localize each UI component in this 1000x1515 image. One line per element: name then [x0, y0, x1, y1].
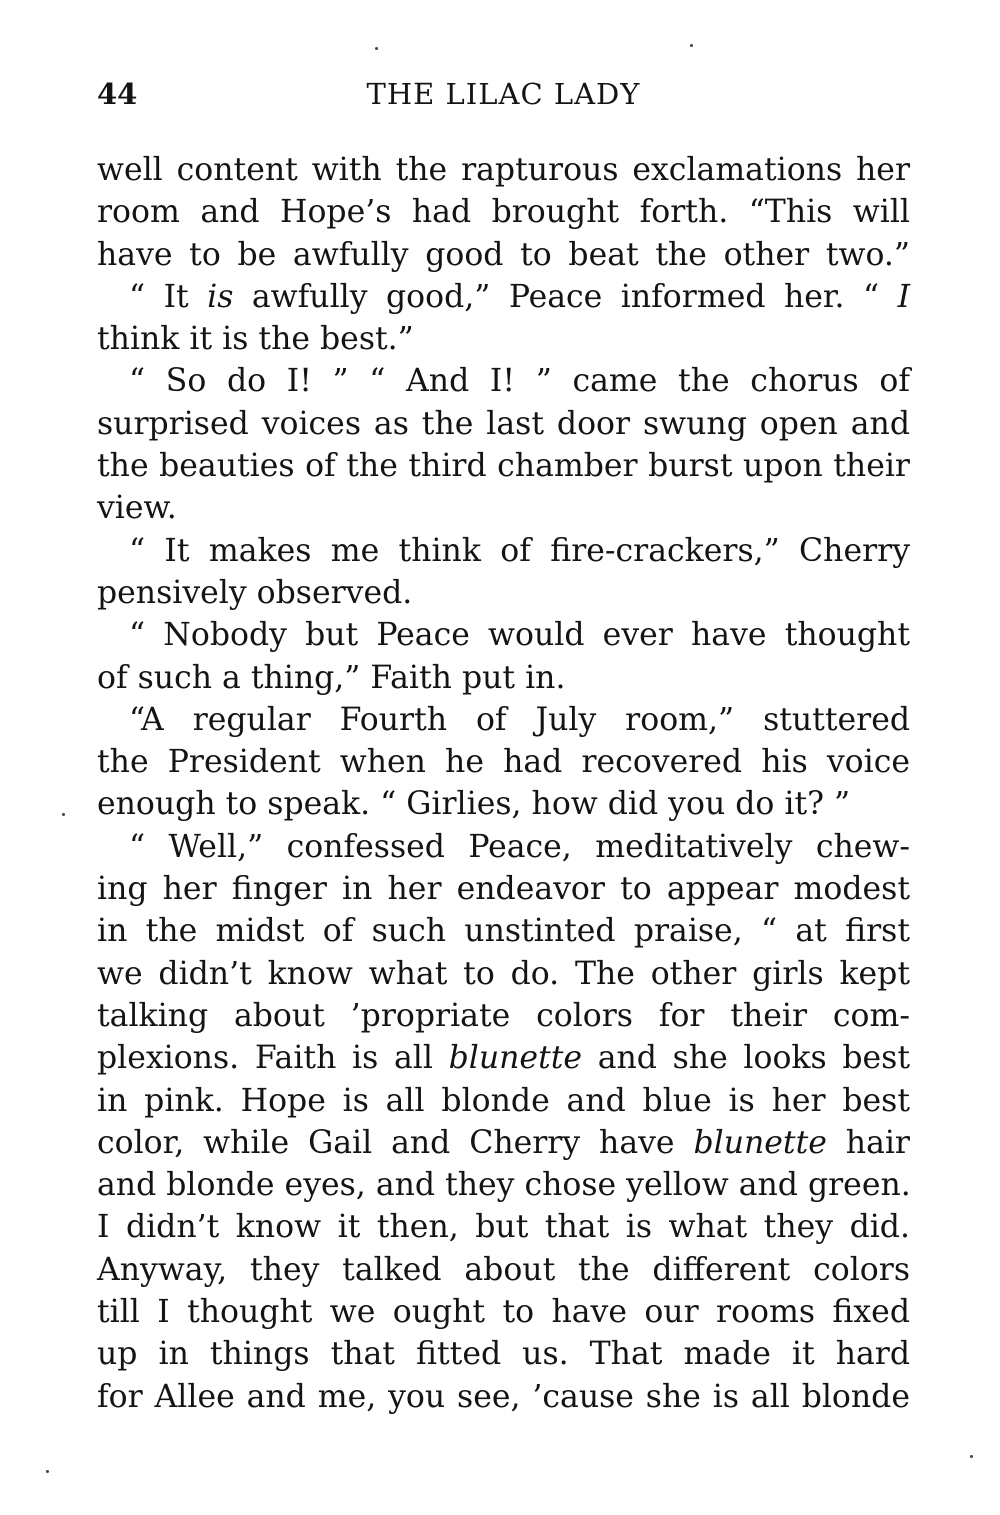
- text-line: and blonde eyes, and they chose yellow and green.: [97, 1167, 911, 1204]
- text-segment: and she looks best: [582, 1040, 911, 1077]
- text-line: well content with the rapturous exclamations her: [97, 152, 910, 188]
- page-header: [97, 74, 910, 114]
- text-line: [97, 276, 910, 318]
- text-line: room and Hope’s had brought forth. “This will: [97, 194, 910, 231]
- print-speck: [62, 813, 65, 816]
- text-line: “ It makes me think of fire-crackers,” Cherry: [129, 532, 910, 569]
- text-line: “A regular Fourth of July room,” stuttered: [129, 701, 910, 738]
- text-line: for Allee and me, you see, ’cause she is all blonde: [97, 1378, 910, 1415]
- text-line: of such a thing,” Faith put in.: [97, 659, 566, 696]
- italic-text: is: [207, 278, 234, 315]
- print-speck: [690, 44, 693, 47]
- text-line: “ So do I! ” “ And I! ” came the chorus of: [129, 363, 910, 400]
- text-line: think it is the best.”: [97, 321, 414, 358]
- text-segment: hair: [826, 1124, 910, 1161]
- italic-text: blunette: [693, 1124, 827, 1161]
- text-line: [97, 1122, 910, 1164]
- text-line: talking about ’propriate colors for their com-: [97, 997, 910, 1034]
- text-line: surprised voices as the last door swung open and: [97, 405, 910, 442]
- print-speck: [46, 1470, 49, 1473]
- italic-text: I: [897, 278, 911, 315]
- text-line: “ Well,” confessed Peace, meditatively chew-: [129, 828, 910, 865]
- text-line: “ Nobody but Peace would ever have thought: [129, 617, 910, 654]
- text-line: the beauties of the third chamber burst upon their: [97, 448, 910, 485]
- print-speck: [970, 1455, 973, 1458]
- text-line: [97, 1037, 910, 1079]
- text-segment: “ It: [129, 278, 208, 315]
- text-line: Anyway, they talked about the different colors: [97, 1251, 910, 1288]
- text-line: pensively observed.: [97, 574, 413, 611]
- text-segment: color, while Gail and Cherry have: [97, 1124, 694, 1161]
- text-line: till I thought we ought to have our rooms fixed: [97, 1294, 910, 1331]
- text-segment: plexions. Faith is all: [97, 1040, 449, 1077]
- text-line: we didn’t know what to do. The other girls kept: [97, 955, 910, 992]
- text-line: in the midst of such unstinted praise, “ at first: [97, 913, 910, 950]
- text-line: in pink. Hope is all blonde and blue is her best: [97, 1082, 910, 1119]
- print-speck: [375, 47, 378, 50]
- text-line: I didn’t know it then, but that is what they did.: [97, 1209, 910, 1246]
- page-number: 44: [97, 77, 138, 111]
- body-text: [97, 149, 910, 1418]
- text-segment: awfully good,” Peace informed her. “: [233, 278, 898, 315]
- text-line: enough to speak. “ Girlies, how did you do it? ”: [97, 786, 851, 823]
- text-line: ing her finger in her endeavor to appear modest: [97, 871, 910, 908]
- text-line: have to be awfully good to beat the other two.”: [97, 236, 910, 273]
- running-title: THE LILAC LADY: [366, 77, 641, 111]
- text-line: up in things that fitted us. That made it hard: [97, 1336, 910, 1373]
- text-line: view.: [97, 490, 177, 527]
- text-line: the President when he had recovered his voice: [97, 744, 910, 781]
- italic-text: blunette: [448, 1040, 583, 1077]
